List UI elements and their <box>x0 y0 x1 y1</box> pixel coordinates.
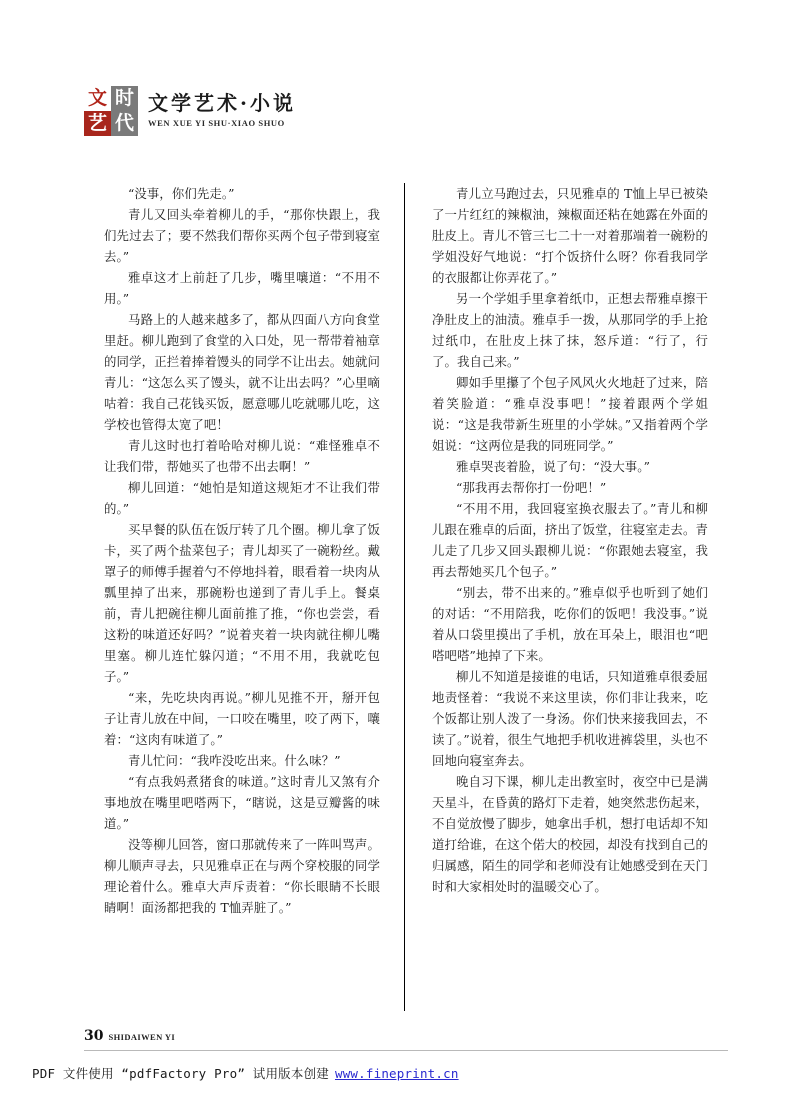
paragraph: “有点我妈煮猪食的味道。”这时青儿又煞有介事地放在嘴里吧嗒两下，“瞎说，这是豆瓣酱的味道。” <box>104 774 380 831</box>
paragraph: “来，先吃块肉再说。”柳儿见推不开，掰开包子让青儿放在中间，一口咬在嘴里，咬了两下，嚷着：“这肉有味道了。” <box>104 690 380 747</box>
paragraph: 青儿又回头牵着柳儿的手，“那你快跟上，我们先过去了；要不然我们帮你买两个包子带到寝室去。” <box>104 207 380 264</box>
logo-cell-1: 文 <box>84 86 111 111</box>
paragraph: “那我再去帮你打一份吧！” <box>456 480 607 495</box>
paragraph: 柳儿回道：“她怕是知道这规矩才不让我们带的。” <box>104 480 380 516</box>
article-body <box>104 183 708 1013</box>
paragraph: 柳儿不知道是接谁的电话，只知道雅卓很委屈地责怪着：“我说不来这里读，你们非让我来，吃个饭都让别人泼了一身汤。你们快来接我回去，不读了。”说着，很生气地把手机收进裤袋里，头也不回地向寝室奔去。 <box>432 669 708 768</box>
paragraph: 没等柳儿回答，窗口那就传来了一阵叫骂声。柳儿顺声寻去，只见雅卓正在与两个穿校服的同学理论着什么。雅卓大声斥责着：“你长眼睛不长眼睛啊！面汤都把我的 T恤弄脏了。” <box>104 837 380 915</box>
paragraph: 雅卓这才上前赶了几步，嘴里嚷道：“不用不用。” <box>104 270 380 306</box>
fineprint-link[interactable]: www.fineprint.cn <box>334 1066 459 1081</box>
logo-cell-3: 艺 <box>84 111 111 136</box>
paragraph: “没事，你们先走。” <box>128 186 235 201</box>
paragraph: 卿如手里攥了个包子风风火火地赶了过来，陪着笑脸道：“雅卓没事吧！”接着跟两个学姐说：“这是我带新生班里的小学妹。”又指着两个学姐说：“这两位是我的同班同学。” <box>432 375 708 453</box>
masthead-text <box>148 86 296 128</box>
paragraph: 马路上的人越来越多了，都从四面八方向食堂里赶。柳儿跑到了食堂的入口处，见一帮带着袖章的同学，正拦着捧着馒头的同学不让出去。她就问青儿：“这怎么买了馒头，就不让出去吗？”心里嘀咕着：我自己花钱买饭，愿意哪儿吃就哪儿吃，这学校也管得太宽了吧！ <box>104 312 380 432</box>
logo-cell-4: 代 <box>111 111 138 136</box>
folio <box>84 1028 175 1044</box>
paragraph: 青儿立马跑过去，只见雅卓的 T恤上早已被染了一片红红的辣椒油，辣椒面还粘在她露在外面的肚皮上。青儿不管三七二十一对着那端着一碗粉的学姐没好气地说：“打个饭挤什么呀？你看我同学的衣服都让你弄花了。” <box>432 186 708 285</box>
paragraph: 晚自习下课，柳儿走出教室时，夜空中已是满天星斗，在昏黄的路灯下走着，她突然悲伤起来，不自觉放慢了脚步，她拿出手机，想打电话却不知道打给谁，在这个偌大的校园，却没有找到自己的归属感，陌生的同学和老师没有让她感受到在天门时和大家相处时的温暖交心了。 <box>432 774 708 894</box>
left-column <box>104 183 380 1013</box>
paragraph: 青儿这时也打着哈哈对柳儿说：“难怪雅卓不让我们带，帮她买了也带不出去啊！” <box>104 438 380 474</box>
page-number: 30 <box>84 1028 104 1044</box>
paragraph: 青儿忙问：“我咋没吃出来。什么味？” <box>128 753 341 768</box>
section-title-pinyin: WEN XUE YI SHU·XIAO SHUO <box>148 118 285 128</box>
pdf-trial-notice <box>32 1064 792 1082</box>
masthead <box>84 86 296 136</box>
paragraph: 买早餐的队伍在饭厅转了几个圈。柳儿拿了饭卡，买了两个盐菜包子；青儿却买了一碗粉丝。戴罩子的师傅手握着勺不停地抖着，眼看着一块肉从瓢里掉了出来，那碗粉也递到了青儿手上。餐桌前，青儿把碗往柳儿面前推了推，“你也尝尝，看这粉的味道还好吗？”说着夹着一块肉就往柳儿嘴里塞。柳儿连忙躲闪道；“不用不用，我就吃包子。” <box>104 522 380 684</box>
paragraph: 另一个学姐手里拿着纸巾，正想去帮雅卓擦干净肚皮上的油渍。雅卓手一拨，从那同学的手上抢过纸巾，在肚皮上抹了抹，怒斥道：“行了，行了。我自己来。” <box>432 291 708 369</box>
right-column <box>432 183 708 1013</box>
pdf-trial-notice-text: PDF 文件使用 “pdfFactory Pro” 试用版本创建 <box>32 1066 329 1081</box>
magazine-logo-mark <box>84 86 138 136</box>
paragraph: “不用不用，我回寝室换衣服去了。”青儿和柳儿跟在雅卓的后面，挤出了饭堂，往寝室走去。青儿走了几步又回头跟柳儿说：“你跟她去寝室，我再去帮她买几个包子。” <box>432 501 708 579</box>
publication-label: SHIDAIWEN YI <box>108 1032 176 1042</box>
folio-rule <box>84 1050 728 1051</box>
section-title: 文学艺术·小说 <box>148 91 296 115</box>
paragraph: 雅卓哭丧着脸，说了句：“没大事。” <box>456 459 651 474</box>
logo-cell-2: 时 <box>111 86 138 111</box>
paragraph: “别去，带不出来的。”雅卓似乎也听到了她们的对话：“不用陪我，吃你们的饭吧！我没事。”说着从口袋里摸出了手机，放在耳朵上，眼泪也“吧嗒吧嗒”地掉了下来。 <box>432 585 708 663</box>
